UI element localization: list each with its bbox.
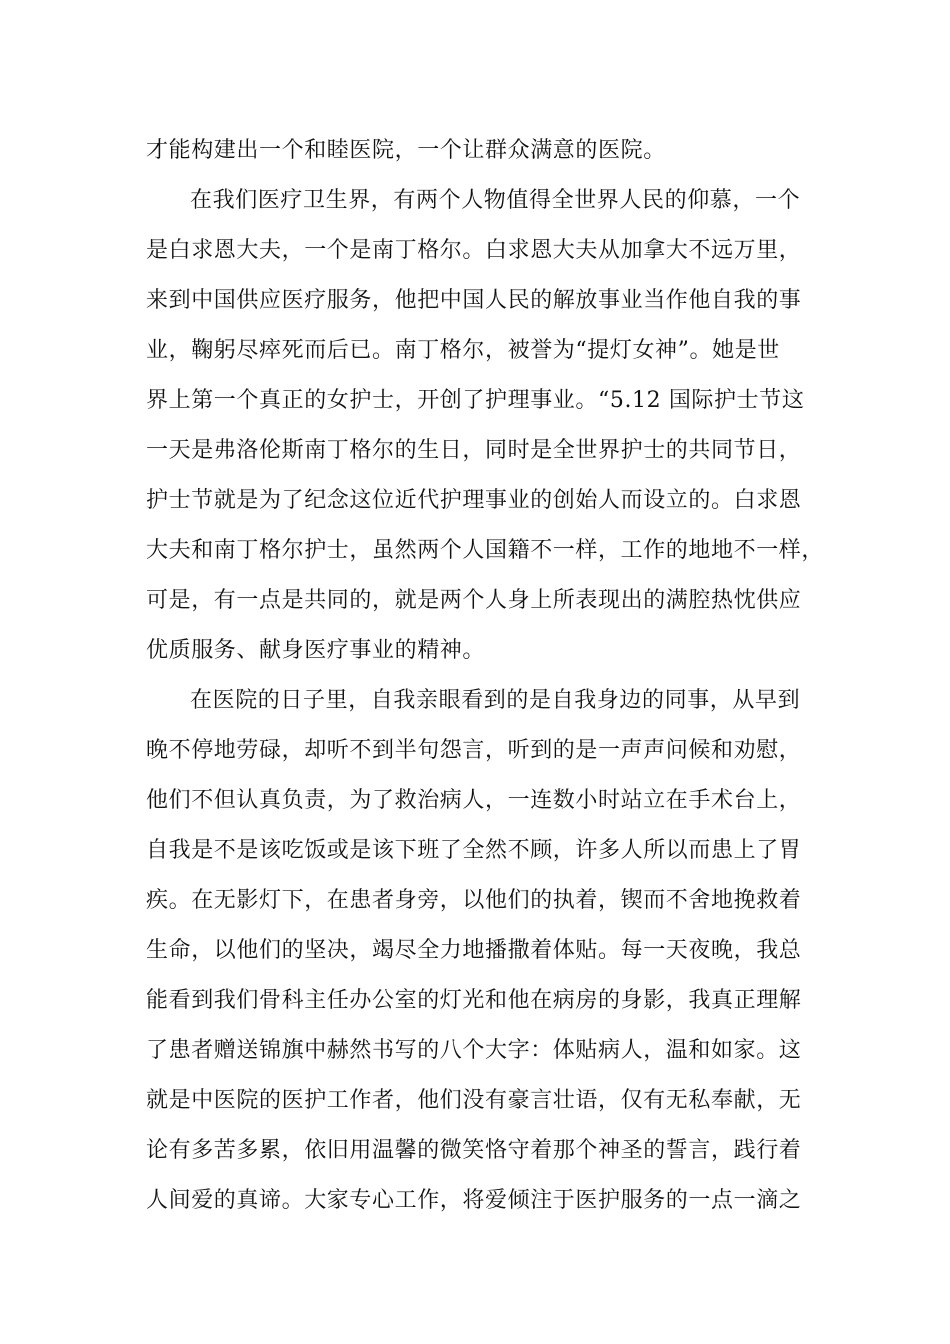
text-line: 论有多苦多累，依旧用温馨的微笑恪守着那个神圣的誓言，践行着 (146, 1138, 802, 1163)
text-line: 疾。在无影灯下，在患者身旁，以他们的执着，锲而不舍地挽救着 (146, 888, 802, 913)
text-line: 来到中国供应医疗服务，他把中国人民的解放事业当作他自我的事 (146, 288, 802, 313)
text-line: 可是，有一点是共同的，就是两个人身上所表现出的满腔热忱供应 (146, 588, 802, 613)
text-line: 了患者赠送锦旗中赫然书写的八个大字：体贴病人，温和如家。这 (146, 1038, 802, 1063)
text-line: 才能构建出一个和睦医院，一个让群众满意的医院。 (146, 138, 666, 163)
paragraph-first-line: 在医院的日子里，自我亲眼看到的是自我身边的同事，从早到 (190, 688, 801, 713)
text-line: 自我是不是该吃饭或是该下班了全然不顾，许多人所以而患上了胃 (146, 838, 802, 863)
text-line: 大夫和南丁格尔护士，虽然两个人国籍不一样，工作的地地不一样， (146, 538, 825, 563)
text-line: 他们不但认真负责，为了救治病人，一连数小时站立在手术台上， (146, 788, 802, 813)
text-line: 能看到我们骨科主任办公室的灯光和他在病房的身影，我真正理解 (146, 988, 802, 1013)
text-line: 人间爱的真谛。大家专心工作，将爱倾注于医护服务的一点一滴之 (146, 1188, 802, 1213)
text-line: 护士节就是为了纪念这位近代护理事业的创始人而设立的。白求恩 (146, 488, 802, 513)
text-line: 界上第一个真正的女护士，开创了护理事业。“5.12 国际护士节这 (146, 388, 805, 413)
text-line: 一天是弗洛伦斯南丁格尔的生日，同时是全世界护士的共同节日， (146, 438, 802, 463)
text-line: 优质服务、献身医疗事业的精神。 (146, 638, 486, 663)
text-line: 是白求恩大夫，一个是南丁格尔。白求恩大夫从加拿大不远万里， (146, 238, 802, 263)
text-line: 就是中医院的医护工作者，他们没有豪言壮语，仅有无私奉献，无 (146, 1088, 802, 1113)
paragraph-first-line: 在我们医疗卫生界，有两个人物值得全世界人民的仰慕，一个 (190, 188, 801, 213)
text-line: 业，鞠躬尽瘁死而后已。南丁格尔，被誉为“提灯女神”。她是世 (146, 338, 780, 363)
text-line: 生命，以他们的坚决，竭尽全力地播撒着体贴。每一天夜晚，我总 (146, 938, 802, 963)
text-line: 晚不停地劳碌，却听不到半句怨言，听到的是一声声问候和劝慰， (146, 738, 802, 763)
